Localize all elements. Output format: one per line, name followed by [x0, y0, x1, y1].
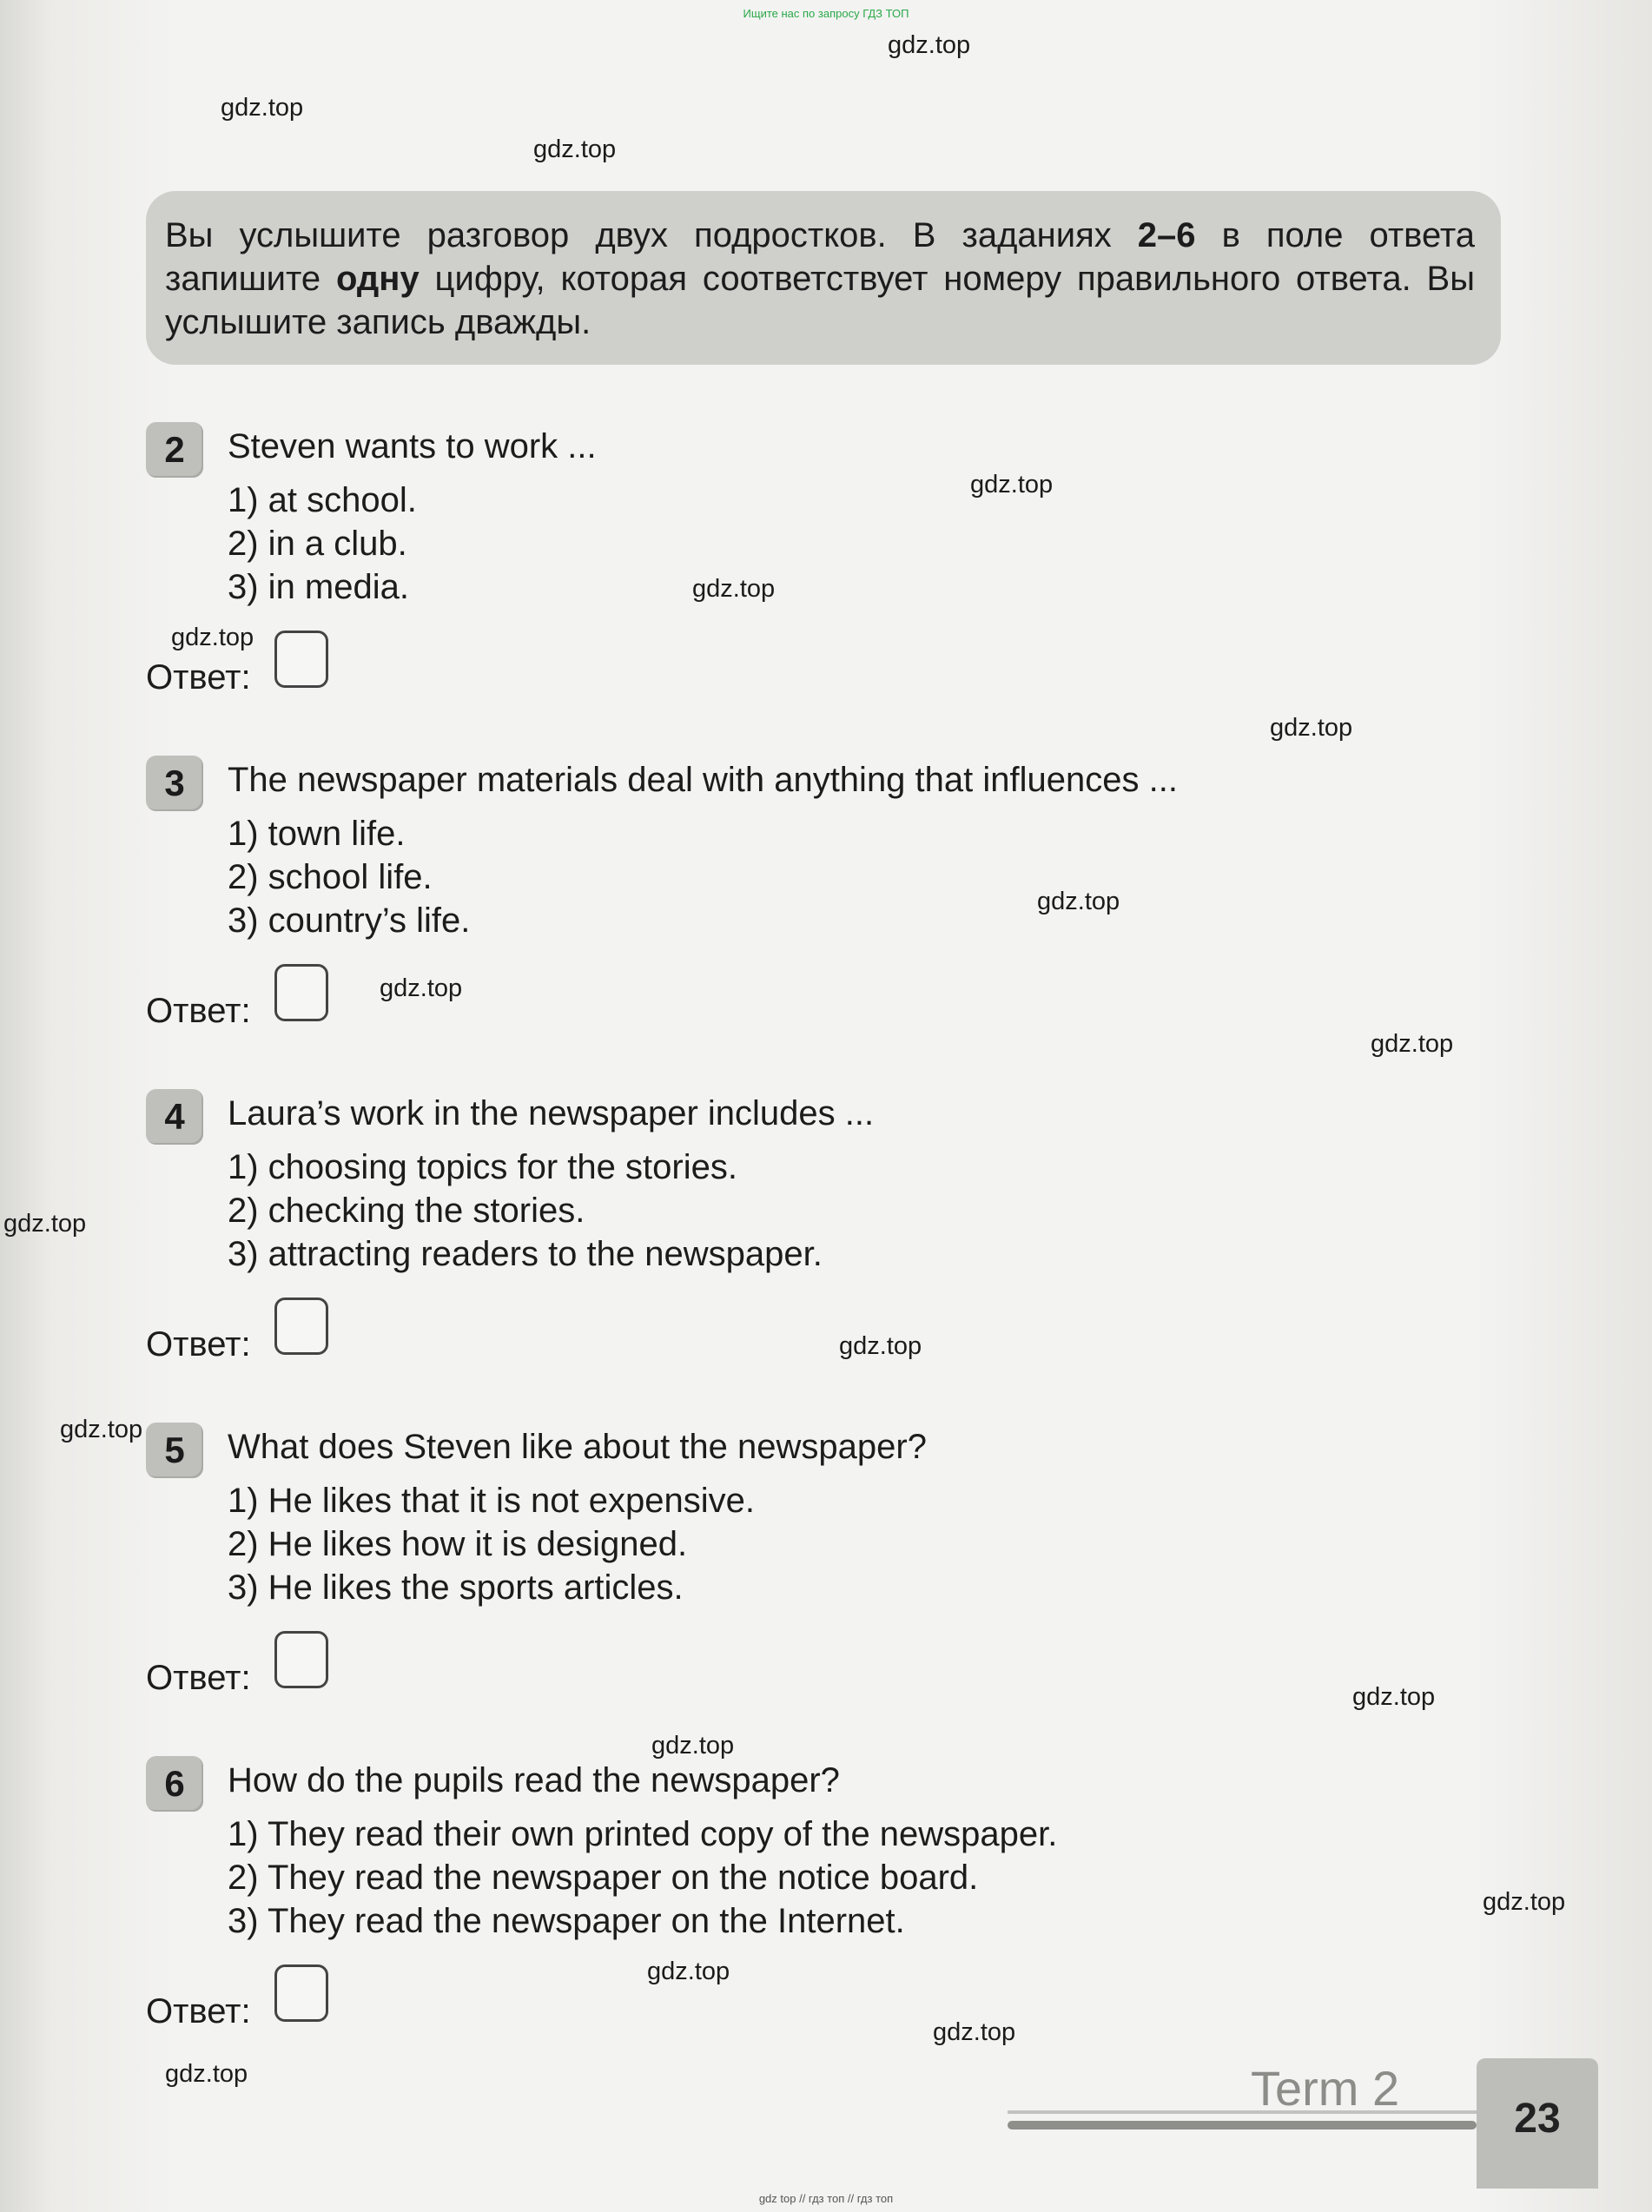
instruction-bold-word: одну — [336, 260, 420, 298]
footer-rule — [1008, 2121, 1477, 2129]
question-text: How do the pupils read the newspaper? — [228, 1761, 840, 1799]
option-3: 3) They read the newspaper on the Internet. — [228, 1902, 905, 1940]
answer-box[interactable] — [274, 1631, 328, 1688]
footer-note: gdz top // гдз топ // гдз топ — [758, 2192, 894, 2205]
question-number: 2 — [146, 422, 203, 478]
question-number: 3 — [146, 756, 203, 811]
watermark: gdz.top — [651, 1732, 735, 1760]
option-3: 3) He likes the sports articles. — [228, 1568, 684, 1607]
option-2: 2) He likes how it is designed. — [228, 1525, 688, 1563]
option-1: 1) They read their own printed copy of the newspaper. — [228, 1815, 1058, 1853]
question-number: 6 — [146, 1756, 203, 1812]
watermark: gdz.top — [1270, 714, 1353, 742]
header-note: Ищите нас по запросу ГДЗ ТОП — [743, 7, 909, 20]
answer-label: Ответ: — [146, 1325, 251, 1364]
option-3: 3) country’s life. — [228, 901, 471, 940]
instruction-text-3: цифру, которая соответствует номеру правильного ответа. Вы услышите запись дважды. — [165, 260, 1475, 341]
option-1: 1) He likes that it is not expensive. — [228, 1482, 755, 1520]
watermark: gdz.top — [1037, 888, 1120, 915]
option-2: 2) in a club. — [228, 525, 407, 563]
answer-box[interactable] — [274, 631, 328, 688]
footer-rule-light — [1008, 2110, 1477, 2114]
question-number: 4 — [146, 1089, 203, 1145]
watermark: gdz.top — [1352, 1683, 1436, 1711]
watermark: gdz.top — [933, 2018, 1016, 2046]
question-text: What does Steven like about the newspaper? — [228, 1428, 927, 1466]
instruction-text-2: в поле ответа запишите — [165, 216, 1475, 298]
question-text: The newspaper materials deal with anything that influences ... — [228, 761, 1178, 799]
answer-label: Ответ: — [146, 1659, 251, 1697]
answer-label: Ответ: — [146, 1992, 251, 2030]
instruction-text-1: Вы услышите разговор двух подростков. В заданиях — [165, 216, 1138, 254]
watermark: gdz.top — [970, 471, 1054, 499]
option-3: 3) in media. — [228, 568, 409, 606]
watermark: gdz.top — [839, 1332, 922, 1360]
watermark: gdz.top — [647, 1958, 730, 1985]
option-2: 2) checking the stories. — [228, 1192, 585, 1230]
option-1: 1) at school. — [228, 481, 417, 519]
answer-box[interactable] — [274, 1964, 328, 2022]
watermark: gdz.top — [888, 31, 971, 59]
watermark: gdz.top — [221, 94, 304, 122]
question-number: 5 — [146, 1423, 203, 1478]
question-text: Steven wants to work ... — [228, 427, 597, 466]
watermark: gdz.top — [533, 135, 617, 163]
option-3: 3) attracting readers to the newspaper. — [228, 1235, 823, 1273]
watermark: gdz.top — [692, 575, 776, 603]
question-text: Laura’s work in the newspaper includes ... — [228, 1094, 875, 1132]
watermark: gdz.top — [1483, 1888, 1566, 1916]
term-label: Term 2 — [1251, 2061, 1400, 2116]
watermark: gdz.top — [3, 1210, 87, 1238]
watermark: gdz.top — [1371, 1030, 1454, 1058]
answer-label: Ответ: — [146, 992, 251, 1030]
option-2: 2) They read the newspaper on the notice board. — [228, 1859, 979, 1897]
watermark: gdz.top — [60, 1416, 143, 1443]
answer-box[interactable] — [274, 1297, 328, 1355]
option-2: 2) school life. — [228, 858, 433, 896]
watermark: gdz.top — [380, 974, 463, 1002]
instruction-range: 2–6 — [1137, 216, 1196, 254]
option-1: 1) choosing topics for the stories. — [228, 1148, 737, 1186]
watermark: gdz.top — [171, 624, 254, 651]
answer-box[interactable] — [274, 964, 328, 1021]
instruction-box — [146, 191, 1501, 365]
option-1: 1) town life. — [228, 815, 406, 853]
watermark: gdz.top — [165, 2060, 248, 2088]
page-number: 23 — [1514, 2096, 1561, 2142]
answer-label: Ответ: — [146, 658, 251, 697]
